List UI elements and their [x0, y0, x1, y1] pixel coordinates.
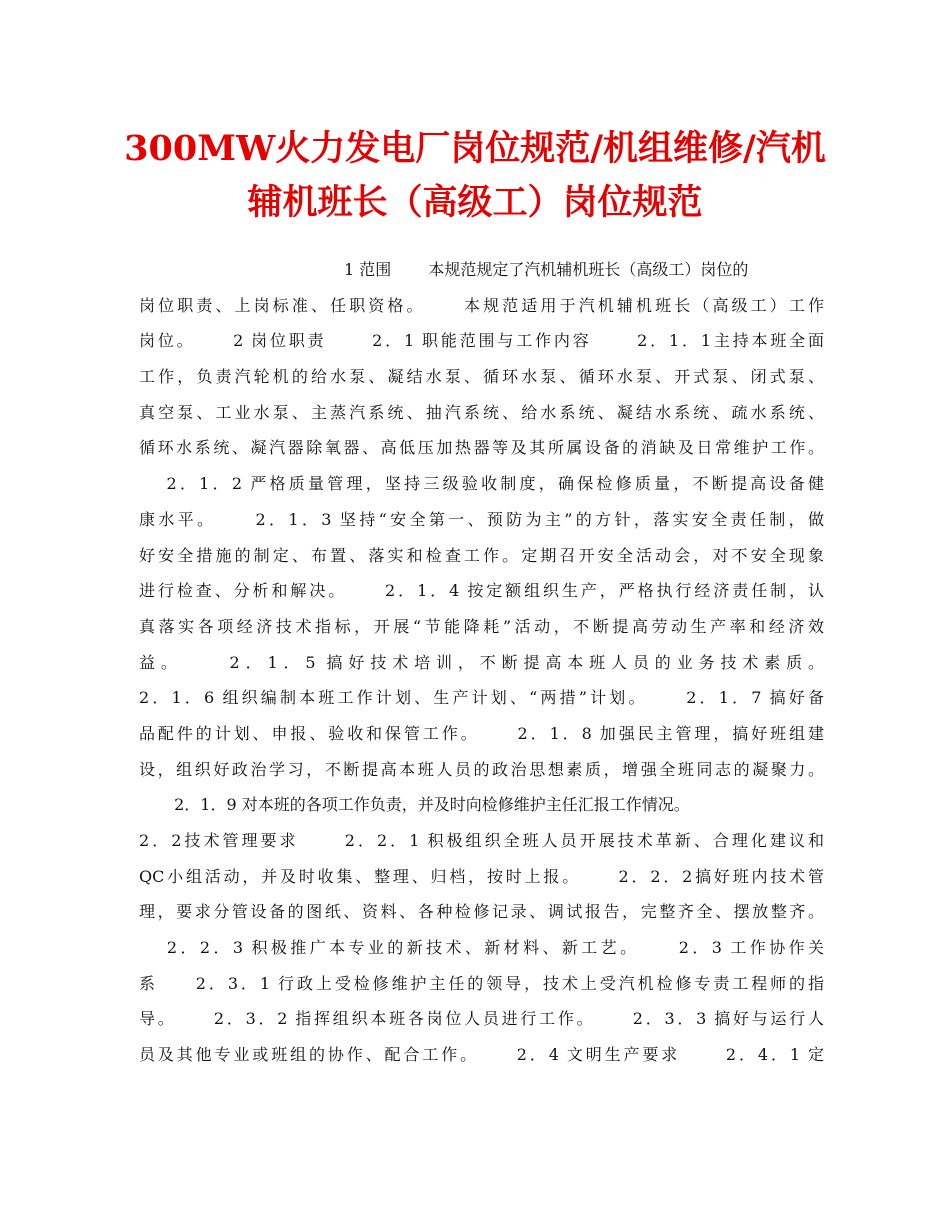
body-line: 进行检查、分析和解决。 2．1．4 按定额组织生产，严格执行经济责任制，认: [139, 581, 824, 601]
body-line: 设，组织好政治学习，不断提高本班人员的政治思想素质，增强全班同志的凝聚力。: [139, 759, 824, 779]
body-line: 理，要求分管设备的图纸、资料、各种检修记录、调试报告，完整齐全、摆放整齐。: [139, 902, 824, 922]
body-line: 2．2．3 积极推广本专业的新技术、新材料、新工艺。 2．3 工作协作关: [139, 938, 824, 958]
document-title: [60, 122, 890, 230]
body-line: 循环水系统、凝汽器除氧器、高低压加热器等及其所属设备的消缺及日常维护工作。: [139, 438, 824, 458]
body-line: 2．1．2 严格质量管理，坚持三级验收制度，确保检修质量，不断提高设备健: [139, 474, 824, 494]
body-line: 1 范围 本规范规定了汽机辅机班长（高级工）岗位的: [344, 260, 749, 279]
body-line: 2．1．9 对本班的各项工作负责，并及时向检修维护主任汇报工作情况。: [153, 795, 690, 815]
body-line: 员及其他专业或班组的协作、配合工作。 2．4 文明生产要求 2．4．1 定: [139, 1045, 824, 1065]
body-line: 岗位。 2 岗位职责 2．1 职能范围与工作内容 2．1．1主持本班全面: [139, 331, 824, 351]
body-line: 品配件的计划、申报、验收和保管工作。 2．1．8 加强民主管理，搞好班组建: [139, 723, 824, 743]
body-line: 工作，负责汽轮机的给水泵、凝结水泵、循环水泵、循环水泵、开式泵、闭式泵、: [139, 367, 824, 387]
body-line: QC小组活动，并及时收集、整理、归档，按时上报。 2．2．2搞好班内技术管: [139, 866, 824, 886]
title-line-1: 300MW火力发电厂岗位规范/机组维修/汽机: [124, 128, 826, 169]
body-line: 真空泵、工业水泵、主蒸汽系统、抽汽系统、给水系统、凝结水系统、疏水系统、: [139, 402, 824, 422]
body-line: 益。 2．1．5 搞好技术培训，不断提高本班人员的业务技术素质。: [139, 652, 824, 672]
body-line: 好安全措施的制定、布置、落实和检查工作。定期召开安全活动会，对不安全现象: [139, 545, 824, 565]
body-line: 2．2技术管理要求 2．2．1 积极组织全班人员开展技术革新、合理化建议和: [139, 831, 824, 850]
body-line: 康水平。 2．1．3 坚持“安全第一、预防为主”的方针，落实安全责任制，做: [139, 509, 824, 529]
body-line: 2．1．6 组织编制本班工作计划、生产计划、“两措”计划。 2．1．7 搞好备: [139, 688, 824, 708]
body-line: 真落实各项经济技术指标，开展“节能降耗”活动，不断提高劳动生产率和经济效: [139, 616, 824, 636]
body-line: 导。 2．3．2 指挥组织本班各岗位人员进行工作。 2．3．3 搞好与运行人: [139, 1009, 824, 1029]
title-line-2: 辅机班长（高级工）岗位规范: [247, 182, 703, 223]
body-line: 系 2．3．1 行政上受检修维护主任的领导，技术上受汽机检修专责工程师的指: [139, 973, 824, 993]
body-line: 岗位职责、上岗标准、任职资格。 本规范适用于汽机辅机班长（高级工）工作: [139, 295, 824, 315]
document-body: [139, 252, 824, 1073]
